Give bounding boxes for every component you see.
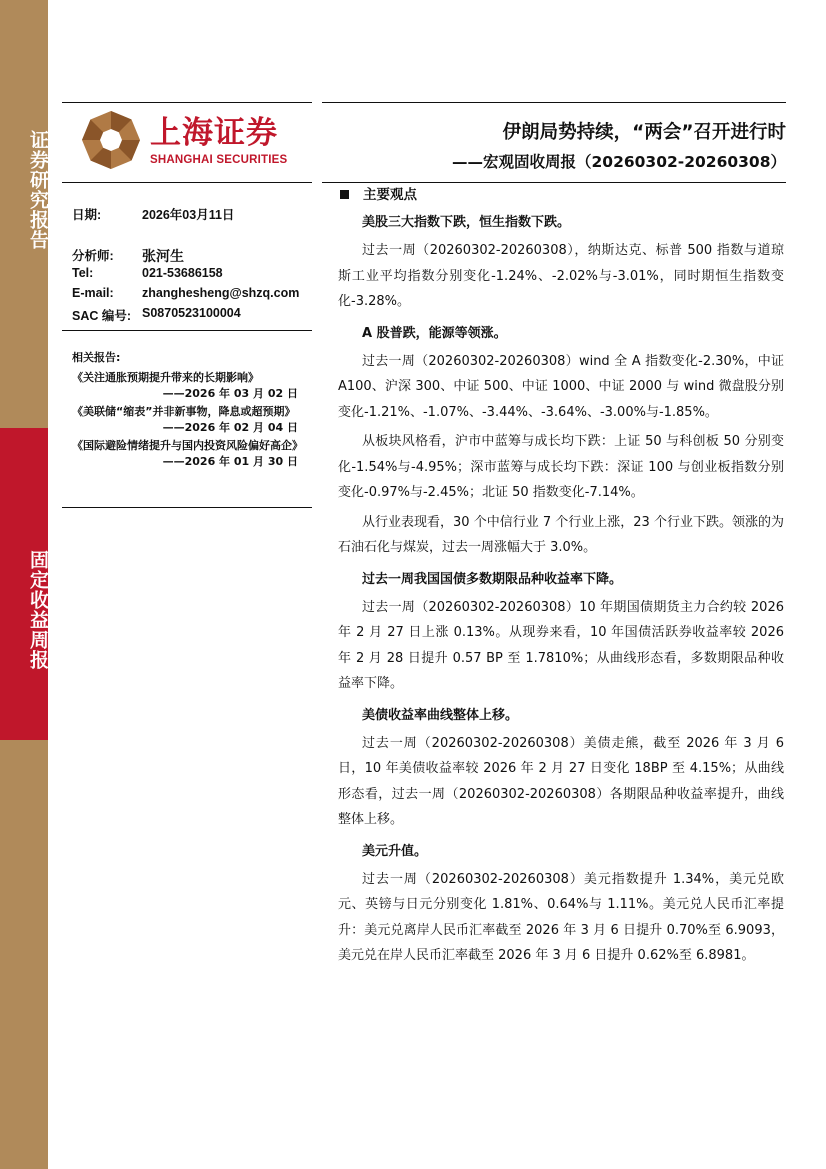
point-paragraph: 过去一周（20260302-20260308）美元指数提升 1.34%，美元兑欧元、英镑与日元分别变化 1.81%、0.64%与 1.11%。美元兑人民币汇率提升：美元兑离岸人民币汇率截至 2026 年 3 月 6 日提升 0.70%至 6.9093，美元兑在岸人民币汇率截至 2026 年 3 月 6 日提升 0.62%至 6.8981。 bbox=[338, 871, 784, 963]
section-title: 主要观点 bbox=[363, 187, 417, 203]
report-subtitle: ——宏观固收周报（20260302-20260308） bbox=[452, 153, 786, 171]
related-report-title[interactable]: 《关注通胀预期提升带来的长期影响》 bbox=[72, 371, 259, 384]
email-value[interactable]: zhanghesheng@shzq.com bbox=[142, 286, 300, 300]
related-reports-heading: 相关报告: bbox=[72, 351, 121, 364]
logo-emblem-icon bbox=[80, 109, 142, 171]
reports-divider bbox=[62, 507, 312, 508]
related-report-date: ——2026 年 02 月 04 日 bbox=[162, 421, 298, 434]
point-heading: 美元升值。 bbox=[362, 843, 428, 859]
analyst-value: 张河生 bbox=[142, 248, 184, 264]
related-report-date: ——2026 年 01 月 30 日 bbox=[162, 455, 298, 468]
header-rule-right bbox=[322, 102, 786, 103]
sidebar-report-category: 固定收益周报 bbox=[27, 550, 49, 670]
tel-value: 021-53686158 bbox=[142, 266, 223, 280]
point-heading: 美债收益率曲线整体上移。 bbox=[362, 707, 519, 723]
logo-chinese-name: 上海证券 bbox=[150, 115, 278, 151]
main-content bbox=[338, 182, 784, 973]
point-paragraph: 过去一周（20260302-20260308）wind 全 A 指数变化-2.30%，中证 A100、沪深 300、中证 500、中证 1000、中证 2000 与 wind 微盘股分别变化-1.21%、-1.07%、-3.44%、-3.64%、-3.00%与-1.85%。 bbox=[338, 353, 784, 420]
point-paragraph: 过去一周（20260302-20260308）美债走熊，截至 2026 年 3 月 6 日，10 年美债收益率较 2026 年 2 月 27 日变化 18BP 至 4.15%；从曲线形态看，过去一周（20260302-20260308）各期限品种收益率提升，曲线整体上移。 bbox=[338, 735, 784, 827]
body-rule-left bbox=[62, 182, 312, 183]
point-paragraph: 从行业表现看，30 个中信行业 7 个行业上涨，23 个行业下跌。领涨的为石油石化与煤炭，过去一周涨幅大于 3.0%。 bbox=[338, 514, 784, 555]
email-label: E-mail: bbox=[72, 286, 114, 300]
company-logo bbox=[80, 108, 320, 172]
report-title: 伊朗局势持续，“两会”召开进行时 bbox=[502, 122, 786, 143]
point-heading: A 股普跌，能源等领涨。 bbox=[362, 325, 507, 341]
bullet-square-icon bbox=[340, 190, 349, 199]
info-divider bbox=[62, 330, 312, 331]
point-paragraph: 过去一周（20260302-20260308）10 年期国债期货主力合约较 2026 年 2 月 27 日上涨 0.13%。从现券来看，10 年国债活跃券收益率较 2026 年 2 月 28 日提升 0.57 BP 至 1.7810%；从曲线形态看，多数期限品种收益率下降。 bbox=[338, 599, 784, 691]
sidebar-report-type: 证券研究报告 bbox=[27, 130, 49, 250]
sac-label: SAC 编号: bbox=[72, 309, 132, 323]
related-reports bbox=[72, 350, 312, 472]
tel-label: Tel: bbox=[72, 266, 94, 280]
point-heading: 过去一周我国国债多数期限品种收益率下降。 bbox=[362, 571, 623, 587]
analyst-label: 分析师: bbox=[72, 249, 114, 263]
point-paragraph: 过去一周（20260302-20260308），纳斯达克、标普 500 指数与道琼斯工业平均指数分别变化-1.24%、-2.02%与-3.01%，同时期恒生指数变化-3.28%。 bbox=[338, 243, 784, 309]
date-value: 2026年03月11日 bbox=[142, 208, 235, 222]
logo-english-name: SHANGHAI SECURITIES bbox=[150, 154, 288, 166]
point-heading: 美股三大指数下跌，恒生指数下跌。 bbox=[362, 215, 571, 230]
point-paragraph: 从板块风格看，沪市中蓝筹与成长均下跌：上证 50 与科创板 50 分别变化-1.54%与-4.95%；深市蓝筹与成长均下跌：深证 100 与创业板指数分别变化-0.97%与-2.45%；北证 50 指数变化-7.14%。 bbox=[338, 434, 784, 500]
related-report-title[interactable]: 《美联储“缩表”并非新事物，降息或超预期》 bbox=[72, 405, 296, 418]
related-report-title[interactable]: 《国际避险情绪提升与国内投资风险偏好高企》 bbox=[72, 439, 303, 452]
date-label: 日期: bbox=[72, 208, 102, 222]
sac-value: S0870523100004 bbox=[142, 306, 241, 320]
key-points-section bbox=[338, 182, 784, 208]
header-rule-left bbox=[62, 102, 312, 103]
related-report-date: ——2026 年 03 月 02 日 bbox=[162, 387, 298, 400]
